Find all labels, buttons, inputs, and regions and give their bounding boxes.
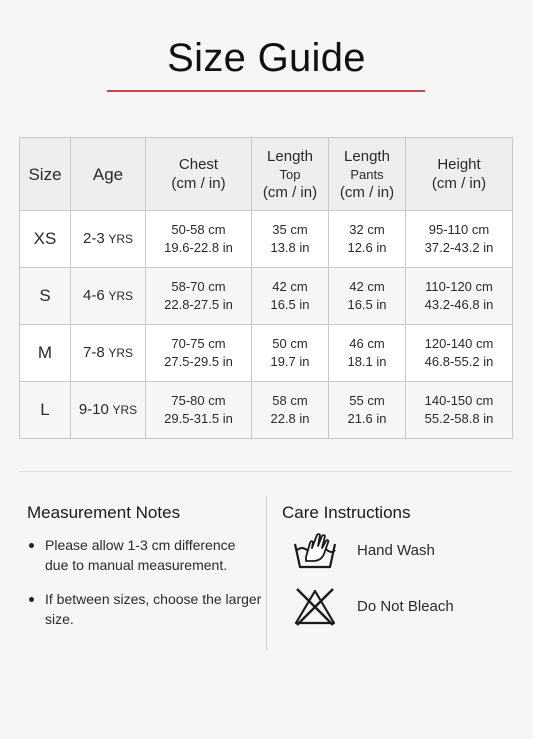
cell-chest: [146, 211, 252, 268]
pants-in: 18.1 in: [347, 354, 387, 369]
height-in: 55.2-58.8 in: [424, 411, 494, 426]
note-text: Please allow 1-3 cm difference due to manual measurement.: [45, 537, 236, 573]
cell-pants: [329, 211, 406, 268]
care-label: Do Not Bleach: [357, 597, 454, 615]
cell-size: L: [20, 382, 71, 439]
cell-height: [406, 268, 513, 325]
do-not-bleach-icon: [291, 586, 339, 626]
cell-age: [71, 211, 146, 268]
header-top-sub: Top: [279, 166, 301, 182]
chest-in: 22.8-27.5 in: [164, 297, 233, 312]
age-unit: YRS: [108, 346, 133, 360]
top-in: 16.5 in: [270, 297, 310, 312]
height-cm: 110-120 cm: [425, 279, 493, 294]
header-height: [406, 138, 513, 211]
note-text: If between sizes, choose the larger size.: [45, 591, 262, 627]
age-value: 2-3: [83, 230, 105, 247]
pants-cm: 46 cm: [349, 336, 385, 351]
age-unit: YRS: [112, 403, 138, 417]
height-in: 43.2-46.8 in: [424, 297, 494, 312]
top-cm: 42 cm: [272, 279, 308, 294]
header-top-label: Length: [267, 147, 313, 165]
cell-size: S: [20, 268, 71, 325]
table-row: [20, 268, 513, 325]
pants-cm: 42 cm: [349, 279, 385, 294]
care-label: Hand Wash: [357, 541, 435, 559]
age-value: 9-10: [78, 401, 109, 418]
header-size: Size: [20, 138, 71, 211]
cell-height: [406, 211, 513, 268]
top-cm: 35 cm: [272, 222, 308, 237]
bullet-icon: [29, 597, 34, 602]
table-row: [20, 211, 513, 268]
header-length-top: [252, 138, 329, 211]
hand-wash-icon: [291, 530, 339, 570]
list-item: [27, 535, 262, 575]
cell-age: [71, 382, 146, 439]
chest-in: 27.5-29.5 in: [164, 354, 233, 369]
cell-top: [252, 325, 329, 382]
header-top-unit: (cm / in): [262, 183, 318, 201]
pants-cm: 55 cm: [349, 393, 385, 408]
top-in: 19.7 in: [270, 354, 310, 369]
header-pants-sub: Pants: [350, 166, 384, 182]
cell-pants: [329, 268, 406, 325]
pants-in: 21.6 in: [347, 411, 387, 426]
cell-chest: [146, 325, 252, 382]
chest-cm: 70-75 cm: [171, 336, 226, 351]
care-instructions-title: Care Instructions: [282, 503, 411, 522]
top-cm: 58 cm: [272, 393, 308, 408]
size-table: [19, 137, 513, 439]
title-underline: [107, 90, 425, 92]
section-divider: [19, 471, 512, 472]
chest-in: 19.6-22.8 in: [164, 240, 233, 255]
care-item-do-not-bleach: [291, 584, 454, 628]
header-chest-unit: (cm / in): [171, 175, 226, 192]
pants-cm: 32 cm: [349, 222, 385, 237]
measurement-notes-title: Measurement Notes: [27, 503, 181, 522]
bullet-icon: [29, 543, 34, 548]
cell-top: [252, 211, 329, 268]
chest-cm: 50-58 cm: [171, 222, 226, 237]
cell-size: M: [20, 325, 71, 382]
cell-height: [406, 325, 513, 382]
pants-in: 16.5 in: [347, 297, 387, 312]
age-value: 7-8: [83, 344, 105, 361]
top-cm: 50 cm: [272, 336, 308, 351]
cell-size: XS: [20, 211, 71, 268]
pants-in: 12.6 in: [347, 240, 387, 255]
header-height-unit: (cm / in): [431, 175, 487, 192]
cell-chest: [146, 382, 252, 439]
table-header-row: [20, 138, 513, 211]
cell-age: [71, 268, 146, 325]
height-in: 46.8-55.2 in: [424, 354, 494, 369]
table-row: [20, 325, 513, 382]
header-pants-unit: (cm / in): [339, 183, 395, 201]
header-age: Age: [71, 138, 146, 211]
column-divider: [266, 496, 267, 650]
height-cm: 140-150 cm: [424, 393, 494, 408]
cell-chest: [146, 268, 252, 325]
header-height-label: Height: [437, 156, 481, 173]
top-in: 13.8 in: [270, 240, 310, 255]
top-in: 22.8 in: [270, 411, 310, 426]
list-item: [27, 589, 262, 629]
header-chest-label: Chest: [178, 156, 219, 173]
cell-height: [406, 382, 513, 439]
age-unit: YRS: [108, 289, 133, 303]
cell-age: [71, 325, 146, 382]
care-item-hand-wash: [291, 528, 435, 572]
chest-cm: 58-70 cm: [171, 279, 226, 294]
cell-pants: [329, 325, 406, 382]
cell-top: [252, 268, 329, 325]
header-pants-label: Length: [344, 147, 390, 165]
table-row: [20, 382, 513, 439]
age-unit: YRS: [108, 232, 133, 246]
cell-pants: [329, 382, 406, 439]
page-title: Size Guide: [167, 36, 366, 80]
height-in: 37.2-43.2 in: [424, 240, 494, 255]
chest-cm: 75-80 cm: [171, 393, 226, 408]
chest-in: 29.5-31.5 in: [164, 411, 233, 426]
height-cm: 120-140 cm: [424, 336, 494, 351]
measurement-notes-list: [27, 535, 262, 643]
header-length-pants: [329, 138, 406, 211]
age-value: 4-6: [83, 287, 105, 304]
height-cm: 95-110 cm: [428, 222, 490, 237]
cell-top: [252, 382, 329, 439]
header-chest: [146, 138, 252, 211]
